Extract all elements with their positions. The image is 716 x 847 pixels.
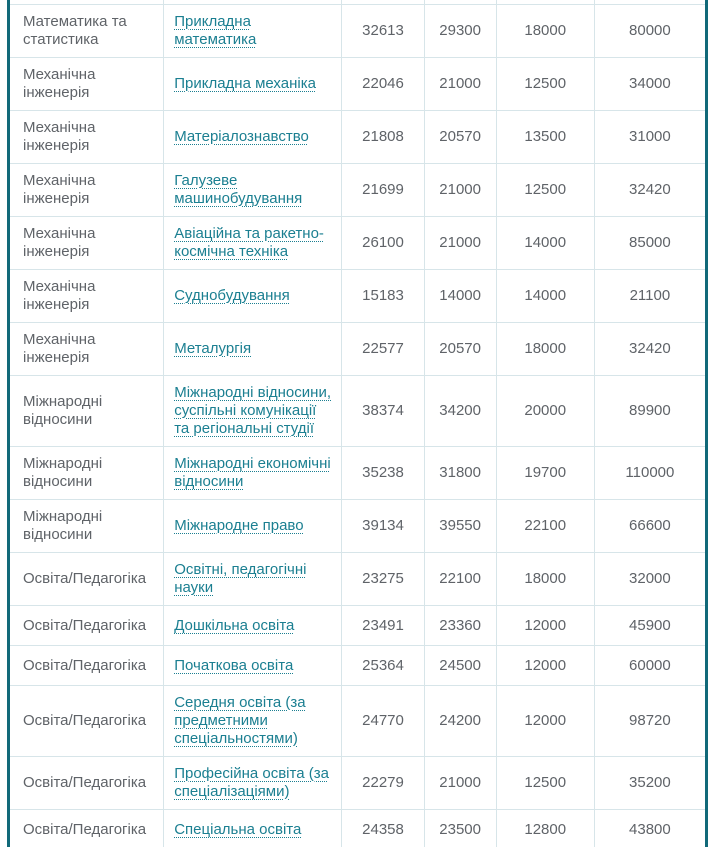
table-row (9, 376, 707, 447)
value-cell-2: 34200 (424, 376, 496, 447)
value-cell-2: 20570 (424, 111, 496, 164)
specialty-link[interactable]: Галузеве машинобудування (174, 172, 303, 207)
value-cell-3: 12500 (496, 164, 594, 217)
specialty-cell (164, 646, 342, 686)
value-cell-3: 12000 (496, 686, 594, 757)
value-cell-2: 23360 (424, 606, 496, 646)
value-cell-2: 20570 (424, 323, 496, 376)
value-cell-3: 12500 (496, 58, 594, 111)
table-body (9, 0, 707, 847)
category-cell: Механічна інженерія (9, 323, 164, 376)
value-cell-4: 89900 (594, 376, 706, 447)
value-cell-3: 18000 (496, 5, 594, 58)
category-cell: Освіта/Педагогіка (9, 606, 164, 646)
value-cell-1: 24358 (342, 810, 424, 847)
value-cell-4: 32420 (594, 164, 706, 217)
value-cell-2: 21000 (424, 217, 496, 270)
value-cell-1: 35238 (342, 447, 424, 500)
table-row (9, 646, 707, 686)
value-cell-3: 20000 (496, 376, 594, 447)
value-cell-2: 21000 (424, 58, 496, 111)
specialty-link[interactable]: Професійна освіта (за спеціалізаціями) (174, 765, 329, 800)
value-cell-3: 18000 (496, 323, 594, 376)
specialty-link[interactable]: Спеціальна освіта (174, 820, 302, 838)
specialty-cell (164, 5, 342, 58)
value-cell-1: 39134 (342, 500, 424, 553)
value-cell-4: 60000 (594, 646, 706, 686)
specialty-cell (164, 217, 342, 270)
category-cell: Міжнародні відносини (9, 500, 164, 553)
specialty-link[interactable]: Суднобудування (174, 287, 290, 304)
specialty-link[interactable]: Міжнародне право (174, 517, 304, 534)
value-cell-3: 12000 (496, 606, 594, 646)
specialty-link[interactable]: Освітні, педагогічні науки (174, 561, 307, 596)
specialty-link[interactable]: Початкова освіта (174, 656, 294, 674)
specialty-cell (164, 58, 342, 111)
specialty-cell (164, 164, 342, 217)
specialty-cell (164, 500, 342, 553)
value-cell-3: 12800 (496, 810, 594, 847)
specialty-link[interactable]: Матеріалознавство (174, 128, 309, 145)
value-cell-1: 25364 (342, 646, 424, 686)
specialty-cell (164, 606, 342, 646)
value-cell-4: 85000 (594, 217, 706, 270)
value-cell-2: 22100 (424, 553, 496, 606)
table-row (9, 5, 707, 58)
value-cell-4: 32420 (594, 323, 706, 376)
value-cell-3: 19700 (496, 447, 594, 500)
table-row (9, 500, 707, 553)
category-cell: Математика та статистика (9, 5, 164, 58)
value-cell-3: 13500 (496, 111, 594, 164)
table-row (9, 447, 707, 500)
value-cell-1: 24770 (342, 686, 424, 757)
category-cell: Освіта/Педагогіка (9, 757, 164, 810)
value-cell-3: 12500 (496, 757, 594, 810)
value-cell-4: 98720 (594, 686, 706, 757)
category-cell: Механічна інженерія (9, 217, 164, 270)
table-row (9, 606, 707, 646)
value-cell-1: 15183 (342, 270, 424, 323)
specialty-cell (164, 376, 342, 447)
specialties-table (7, 0, 708, 847)
value-cell-4: 34000 (594, 58, 706, 111)
value-cell-4: 21100 (594, 270, 706, 323)
table-row (9, 58, 707, 111)
value-cell-2: 21000 (424, 164, 496, 217)
specialty-cell (164, 686, 342, 757)
table-row (9, 270, 707, 323)
table-row (9, 323, 707, 376)
category-cell: Механічна інженерія (9, 164, 164, 217)
value-cell-2: 14000 (424, 270, 496, 323)
category-cell: Механічна інженерія (9, 58, 164, 111)
category-cell: Міжнародні відносини (9, 376, 164, 447)
value-cell-1: 22577 (342, 323, 424, 376)
value-cell-2: 24200 (424, 686, 496, 757)
table-row (9, 553, 707, 606)
category-cell: Освіта/Педагогіка (9, 553, 164, 606)
specialty-cell (164, 447, 342, 500)
value-cell-2: 24500 (424, 646, 496, 686)
value-cell-3: 12000 (496, 646, 594, 686)
category-cell: Освіта/Педагогіка (9, 686, 164, 757)
value-cell-4: 35200 (594, 757, 706, 810)
value-cell-4: 80000 (594, 5, 706, 58)
specialty-link[interactable]: Прикладна математика (174, 13, 257, 48)
specialty-link[interactable]: Середня освіта (за предметними спеціальностями) (174, 694, 306, 747)
table-row (9, 686, 707, 757)
specialty-link[interactable]: Дошкільна освіта (174, 616, 295, 634)
table-row (9, 217, 707, 270)
specialty-cell (164, 270, 342, 323)
value-cell-1: 38374 (342, 376, 424, 447)
specialty-link[interactable]: Міжнародні відносини, суспільні комунікації та регіональні студії (174, 384, 331, 437)
value-cell-1: 21699 (342, 164, 424, 217)
category-cell: Освіта/Педагогіка (9, 646, 164, 686)
value-cell-4: 43800 (594, 810, 706, 847)
specialty-link[interactable]: Авіаційна та ракетно-космічна техніка (174, 225, 324, 260)
specialty-cell (164, 323, 342, 376)
value-cell-3: 22100 (496, 500, 594, 553)
value-cell-1: 32613 (342, 5, 424, 58)
value-cell-4: 110000 (594, 447, 706, 500)
value-cell-1: 21808 (342, 111, 424, 164)
value-cell-4: 31000 (594, 111, 706, 164)
specialty-cell (164, 111, 342, 164)
specialty-cell (164, 553, 342, 606)
value-cell-4: 66600 (594, 500, 706, 553)
category-cell: Міжнародні відносини (9, 447, 164, 500)
table-row (9, 111, 707, 164)
table-row (9, 757, 707, 810)
specialty-link[interactable]: Міжнародні економічні відносини (174, 455, 331, 490)
value-cell-1: 26100 (342, 217, 424, 270)
table-row (9, 164, 707, 217)
value-cell-2: 29300 (424, 5, 496, 58)
specialty-cell (164, 810, 342, 847)
value-cell-4: 32000 (594, 553, 706, 606)
category-cell: Освіта/Педагогіка (9, 810, 164, 847)
value-cell-2: 31800 (424, 447, 496, 500)
specialty-cell (164, 757, 342, 810)
value-cell-1: 22279 (342, 757, 424, 810)
specialty-link[interactable]: Металургія (174, 340, 252, 357)
value-cell-3: 14000 (496, 217, 594, 270)
value-cell-2: 39550 (424, 500, 496, 553)
value-cell-2: 23500 (424, 810, 496, 847)
table-wrap (7, 0, 709, 847)
value-cell-1: 23491 (342, 606, 424, 646)
category-cell: Механічна інженерія (9, 270, 164, 323)
value-cell-3: 14000 (496, 270, 594, 323)
value-cell-3: 18000 (496, 553, 594, 606)
category-cell: Механічна інженерія (9, 111, 164, 164)
value-cell-1: 22046 (342, 58, 424, 111)
value-cell-2: 21000 (424, 757, 496, 810)
value-cell-1: 23275 (342, 553, 424, 606)
table-row (9, 810, 707, 847)
specialty-link[interactable]: Прикладна механіка (174, 75, 316, 92)
value-cell-4: 45900 (594, 606, 706, 646)
